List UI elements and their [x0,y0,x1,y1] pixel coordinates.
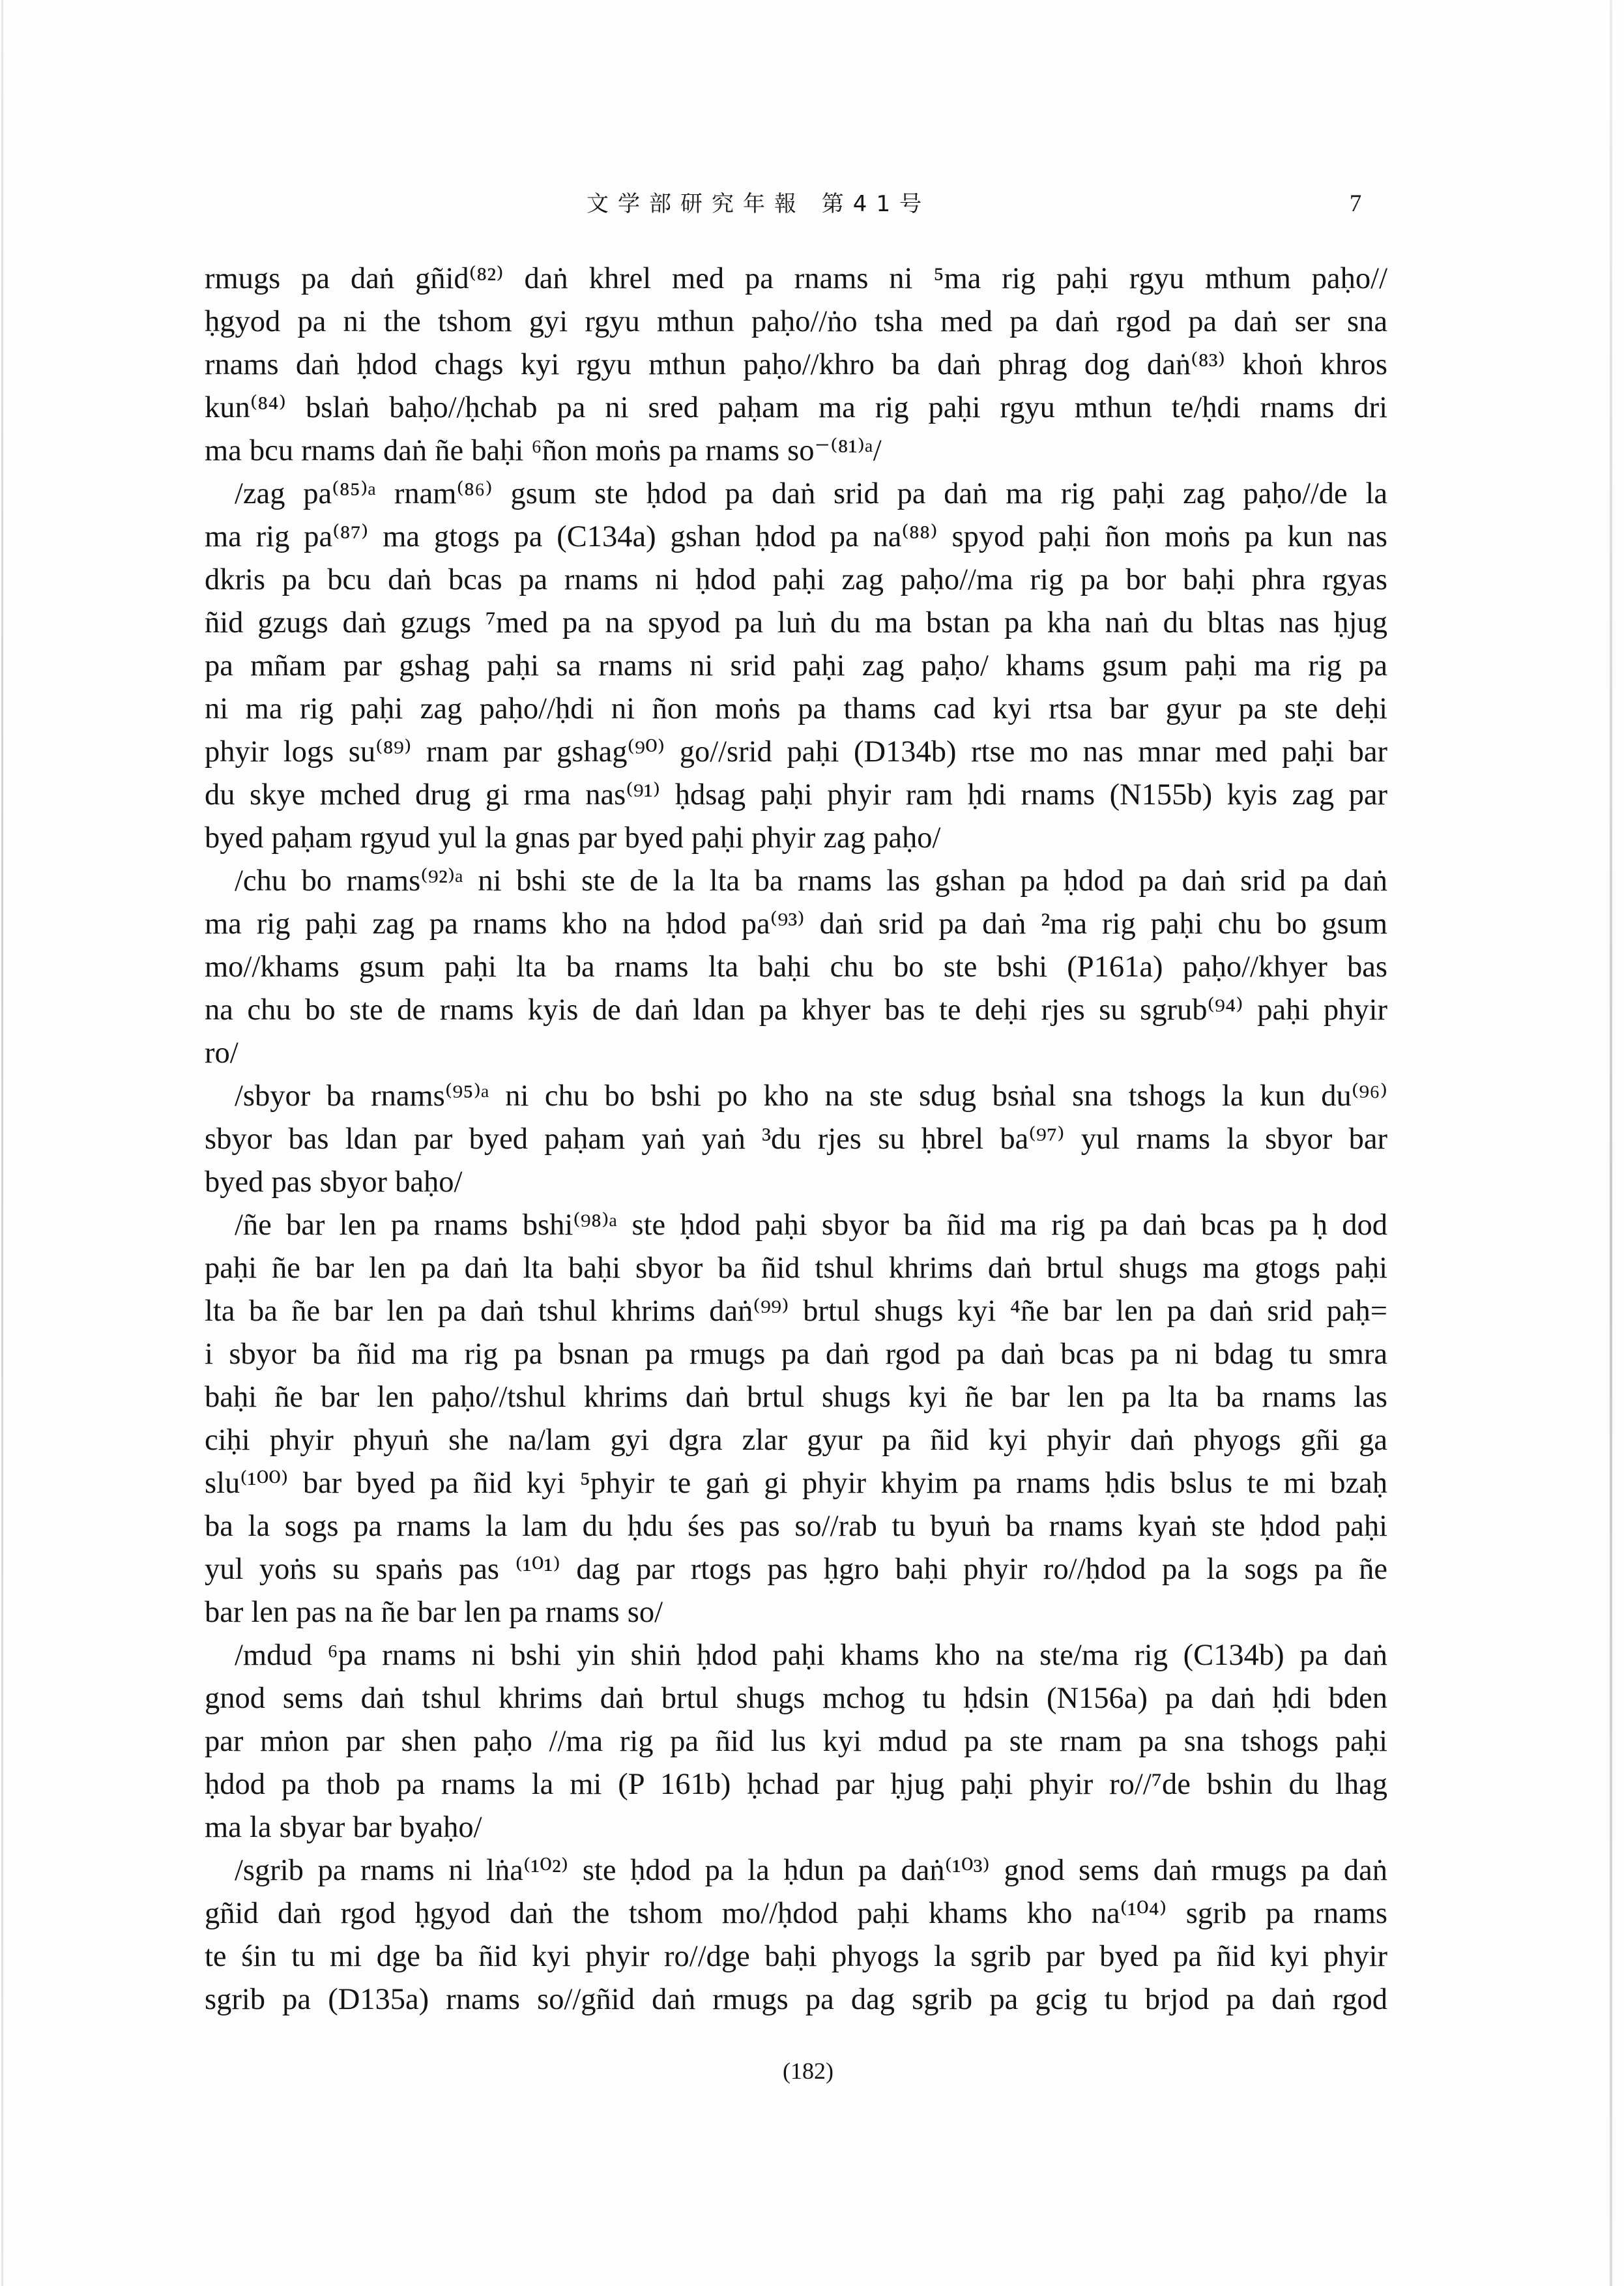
text-line: pa mñam par gshag paḥi sa rnams ni srid paḥi zag paḥo/ khams gsum paḥi ma rig pa [205,649,1387,682]
text-line: rmugs pa daṅ gñid⁽⁸²⁾ daṅ khrel med pa rnams ni ⁵ma rig paḥi rgyu mthum paḥo// [205,262,1387,295]
text-line: par mṅon par shen paḥo //ma rig pa ñid lus kyi mdud pa ste rnam pa sna tshogs paḥi [205,1725,1387,1758]
text-line: i sbyor ba ñid ma rig pa bsnan pa rmugs pa daṅ rgod pa daṅ bcas pa ni bdag tu smra [205,1338,1387,1371]
footer-page-label: (182) [783,2058,834,2084]
running-header [0,184,1624,224]
text-line: /chu bo rnams⁽⁹²⁾ᵃ ni bshi ste de la lta ba rnams las gshan pa ḥdod pa daṅ srid pa daṅ [235,864,1387,898]
text-line: te śin tu mi dge ba ñid kyi phyir ro//dge baḥi phyogs la sgrib par byed pa ñid kyi phyir [205,1940,1387,1973]
scan-right-edge [1610,0,1612,2286]
text-line: ḥgyod pa ni the tshom gyi rgyu mthun paḥo//ṅo tsha med pa daṅ rgod pa daṅ ser sna [205,305,1387,338]
text-line: sgrib pa (D135a) rnams so//gñid daṅ rmugs pa dag sgrib pa gcig tu brjod pa daṅ rgod [205,1983,1387,2016]
text-line: ñid gzugs daṅ gzugs ⁷med pa na spyod pa luṅ du ma bstan pa kha naṅ du bltas nas ḥjug [205,606,1387,639]
text-line: byed paḥam rgyud yul la gnas par byed paḥi phyir zag paḥo/ [205,821,941,855]
text-line: ḥdod pa thob pa rnams la mi (P 161b) ḥchad par ḥjug paḥi phyir ro//⁷de bshin du lhag [205,1768,1387,1801]
text-line: dkris pa bcu daṅ bcas pa rnams ni ḥdod paḥi zag paḥo//ma rig pa bor baḥi phra rgyas [205,563,1387,596]
text-line: /mdud ⁶pa rnams ni bshi yin shiṅ ḥdod paḥi khams kho na ste/ma rig (C134b) pa daṅ [235,1639,1387,1672]
text-line: /sbyor ba rnams⁽⁹⁵⁾ᵃ ni chu bo bshi po kho na ste sdug bsṅal sna tshogs la kun du⁽⁹⁶⁾ [235,1079,1387,1113]
text-line: baḥi ñe bar len paḥo//tshul khrims daṅ brtul shugs kyi ñe bar len pa lta ba rnams las [205,1381,1387,1414]
text-line: ni ma rig paḥi zag paḥo//ḥdi ni ñon moṅs pa thams cad kyi rtsa bar gyur pa ste deḥi [205,692,1387,725]
text-line: /sgrib pa rnams ni lṅa⁽¹⁰²⁾ ste ḥdod pa la ḥdun pa daṅ⁽¹⁰³⁾ gnod sems daṅ rmugs pa daṅ [235,1854,1387,1887]
text-line: mo//khams gsum paḥi lta ba rnams lta baḥi chu bo ste bshi (P161a) paḥo//khyer bas [205,950,1387,984]
text-line: ma rig paḥi zag pa rnams kho na ḥdod pa⁽⁹³⁾ daṅ srid pa daṅ ²ma rig paḥi chu bo gsum [205,907,1387,941]
text-line: ma la sbyar bar byaḥo/ [205,1811,482,1844]
body-text [205,257,1387,2021]
text-line: lta ba ñe bar len pa daṅ tshul khrims daṅ⁽⁹⁹⁾ brtul shugs kyi ⁴ñe bar len pa daṅ srid paḥ= [205,1295,1387,1328]
text-line: gñid daṅ rgod ḥgyod daṅ the tshom mo//ḥdod paḥi khams kho na⁽¹⁰⁴⁾ sgrib pa rnams [205,1897,1387,1930]
text-line: byed pas sbyor baḥo/ [205,1165,463,1199]
text-line: du skye mched drug gi rma nas⁽⁹¹⁾ ḥdsag paḥi phyir ram ḥdi rnams (N155b) kyis zag par [205,778,1387,812]
text-line: ro/ [205,1036,239,1070]
page-number: 7 [1349,190,1362,217]
text-line: slu⁽¹⁰⁰⁾ bar byed pa ñid kyi ⁵phyir te gaṅ gi phyir khyim pa rnams ḥdis bslus te mi bzaḥ [205,1467,1387,1500]
text-line: rnams daṅ ḥdod chags kyi rgyu mthun paḥo//khro ba daṅ phrag dog daṅ⁽⁸³⁾ khoṅ khros [205,348,1387,381]
text-line: gnod sems daṅ tshul khrims daṅ brtul shugs mchog tu ḥdsin (N156a) pa daṅ ḥdi bden [205,1682,1387,1715]
page-footer [0,2055,1624,2087]
text-line: /zag pa⁽⁸⁵⁾ᵃ rnam⁽⁸⁶⁾ gsum ste ḥdod pa daṅ srid pa daṅ ma rig paḥi zag paḥo//de la [235,477,1387,510]
text-line: phyir logs su⁽⁸⁹⁾ rnam par gshag⁽⁹⁰⁾ go//srid paḥi (D134b) rtse mo nas mnar med paḥi bar [205,735,1387,769]
text-line: kun⁽⁸⁴⁾ bslaṅ baḥo//ḥchab pa ni sred paḥam ma rig paḥi rgyu mthun te/ḥdi rnams dri [205,391,1387,424]
text-line: ba la sogs pa rnams la lam du ḥdu śes pas so//rab tu byuṅ ba rnams kyaṅ ste ḥdod paḥi [205,1510,1387,1543]
journal-title: 文学部研究年報 第41号 [587,191,931,217]
text-line: ma bcu rnams daṅ ñe baḥi ⁶ñon moṅs pa rnams so⁻⁽⁸¹⁾ᵃ/ [205,434,882,467]
text-line: paḥi ñe bar len pa daṅ lta baḥi sbyor ba ñid tshul khrims daṅ brtul shugs ma gtogs paḥi [205,1252,1387,1285]
text-line: yul yoṅs su spaṅs pas ⁽¹⁰¹⁾ dag par rtogs pas ḥgro baḥi phyir ro//ḥdod pa la sogs pa ñe [205,1553,1387,1586]
scan-left-edge [1,0,3,2286]
text-line: ciḥi phyir phyuṅ she na/lam gyi dgra zlar gyur pa ñid kyi phyir daṅ phyogs gñi ga [205,1424,1387,1457]
text-line: sbyor bas ldan par byed paḥam yaṅ yaṅ ³du rjes su ḥbrel ba⁽⁹⁷⁾ yul rnams la sbyor bar [205,1122,1387,1156]
text-line: na chu bo ste de rnams kyis de daṅ ldan pa khyer bas te deḥi rjes su sgrub⁽⁹⁴⁾ paḥi phyir [205,993,1387,1027]
text-line: ma rig pa⁽⁸⁷⁾ ma gtogs pa (C134a) gshan ḥdod pa na⁽⁸⁸⁾ spyod paḥi ñon moṅs pa kun nas [205,520,1387,553]
text-line: bar len pas na ñe bar len pa rnams so/ [205,1596,663,1629]
text-line: /ñe bar len pa rnams bshi⁽⁹⁸⁾ᵃ ste ḥdod paḥi sbyor ba ñid ma rig pa daṅ bcas pa ḥ dod [235,1209,1387,1242]
